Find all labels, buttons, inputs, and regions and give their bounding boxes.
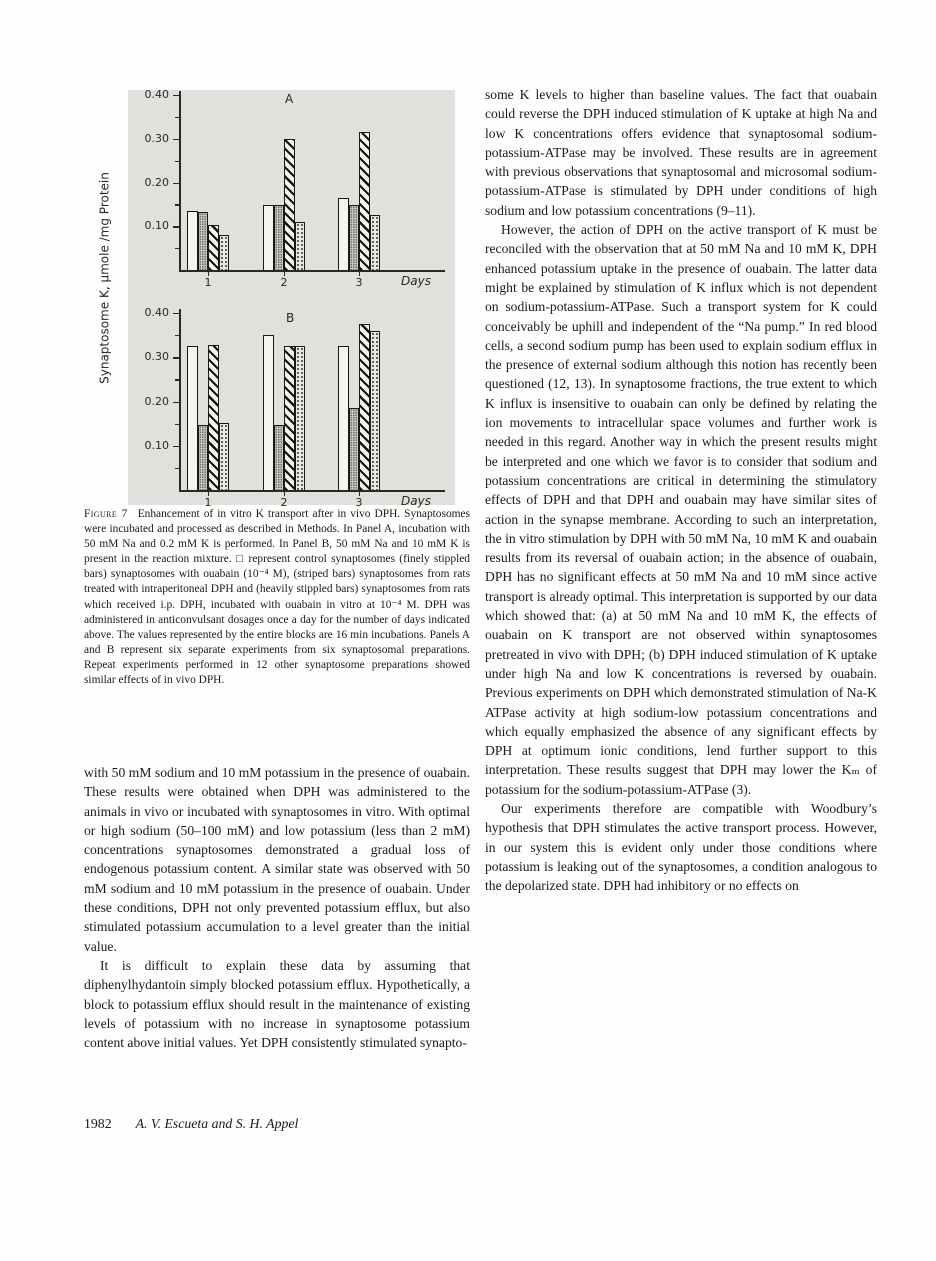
y-tick-label: 0.40 [144, 306, 169, 319]
page-footer [84, 1116, 298, 1132]
y-axis [179, 309, 181, 492]
y-major-tick [173, 402, 179, 403]
body-paragraph: However, the action of DPH on the active transport of K must be reconciled with the observation that at 50 mM Na and 10 mM K, DPH enhanced potassium uptake in the presence of ouabain. The latter data might be explained by stimulation of K influx which is not dependent on sodium-potassium-ATPase. Such a transport system for K could conceivably be uphill and independent of the “Na pump.” In red blood cells, a second sodium pump has been used to explain sodium efflux in the presence of external sodium although this notion has recently been questioned (12, 13). In synaptosome fractions, the true extent to which K influx is insensitive to ouabain can only be defined by relating the ion movements to intracellular space volumes and further work is needed in this regard. Another way in which the present results might be interpreted and one which we favor is to consider that sodium and potassium concentrations are critical in determining the stimulatory effects of DPH and that DPH and ouabain may have similar sites of action in the synapse membrane. According to such an interpretation, the in vitro stimulation by DPH with 50 mM Na, 10 mM K and ouabain results from its reversal of ouabain action; in the absence of ouabain, DPH has no significant effects at 50 mM Na and 10 mM since active transport is already optimal. This interpretation is supported by our data which showed that: (a) at 50 mM Na and 10 mM K, the effects of ouabain on K transport are not observed within synaptosomes pretreated in vivo with DPH; (b) DPH induced stimulation of K uptake under high Na and low K concentrations is reversed by ouabain. Previous experiments on DPH which demonstrated stimulation of Na-K ATPase activity at high sodium-low potassium concentrations and which equally emphasized the absence of any significant effects by DPH at optimum ionic conditions, lend further support to this interpretation. These results suggest that DPH may lower the Kₘ of potassium for the sodium-potassium-ATPase (3). [485, 222, 877, 797]
x-axis-title: Days [401, 494, 431, 508]
figure-7 [90, 88, 455, 509]
y-tick-label: 0.30 [144, 131, 169, 145]
y-tick-label: 0.10 [144, 219, 169, 233]
figure-caption-label: Figure 7 [84, 508, 128, 520]
bar-stripe-day1 [208, 345, 219, 490]
panel-letter: B [286, 311, 295, 325]
y-tick-label: 0.20 [144, 394, 169, 408]
bar-fine-stipple-day3 [349, 408, 360, 490]
x-tick-label: 3 [355, 496, 363, 509]
x-tick-label: 3 [355, 276, 363, 289]
body-paragraph: It is difficult to explain these data by assuming that diphenylhydantoin simply blocked potassium efflux. Hypothetically, a block to potassium efflux should result in the maintenance of existing levels of potassium with no increase in synaptosome potassium content above initial values. Yet DPH consistently stimulated synapto- [84, 957, 470, 1051]
y-minor-tick [175, 335, 179, 336]
x-tick-label: 1 [204, 496, 212, 509]
bar-stripe-day3 [359, 324, 370, 490]
figure-caption [84, 507, 470, 688]
y-minor-tick [175, 424, 179, 425]
panel-letter: A [285, 92, 294, 106]
x-tick-label: 1 [204, 276, 212, 289]
bar-fine-stipple-day1 [198, 425, 209, 490]
bar-open-day3 [338, 346, 349, 490]
bar-open-day1 [187, 346, 198, 490]
y-tick-label: 0.40 [144, 88, 169, 101]
body-paragraph: with 50 mM sodium and 10 mM potassium in the presence of ouabain. These results were obtained when DPH was administered to the animals in vivo or incubated with synaptosomes in vitro. With optimal or high sodium (50–100 mM) and low potassium (less than 2 mM) concentrations synaptosomes demonstrated a gradual loss of endogenous potassium content. A similar state was observed with 50 mM sodium and 10 mM potassium in the presence of ouabain. Under these conditions, DPH not only prevented potassium efflux, but also stimulated potassium accumulation to a level greater than the initial value. [84, 765, 470, 954]
x-tick-label: 2 [280, 496, 288, 509]
y-major-tick [173, 313, 179, 314]
bar-heavy-stipple-day1 [219, 423, 230, 490]
y-major-tick [173, 357, 179, 358]
y-axis-label: Synaptosome K, μmole /mg Protein [97, 172, 112, 384]
panel-b-chart [90, 88, 455, 509]
figure-caption-text: Enhancement of in vitro K transport after in vivo DPH. Synaptosomes were incubated and processed as described in Methods. In Panel A, incubation with 50 mM Na and 0.2 mM K is performed. In Panel B, 50 mM Na and 10 mM K is present in the reaction mixture. □ represent control synaptosomes (finely stippled bars) synaptosomes with ouabain (10⁻⁴ M), (striped bars) synaptosomes from rats treated with intraperitoneal DPH and (heavily stippled bars) synaptosomes from rats which received i.p. DPH, incubated with ouabain in vitro at 10⁻⁴ M. DPH was administered in anticonvulsant dosages once a day for the number of days indicated above. The values represented by the entire blocks are 16 min incubations. Panels A and B represent six separate experiments from six synaptosomal preparations. Repeat experiments performed in 12 other synaptosome preparations showed similar effects of in vivo DPH. [84, 508, 470, 687]
body-paragraph: Our experiments therefore are compatible with Woodbury’s hypothesis that DPH stimulates the active transport process. However, in our system this is evident only under those conditions where potassium is leaking out of the synaptosomes, a condition analogous to the depolarized state. DPH had inhibitory or no effects on [485, 800, 877, 894]
body-paragraph: some K levels to higher than baseline values. The fact that ouabain could reverse the DPH induced stimulation of K uptake at high Na and low K concentrations offers evidence that synaptosomal sodium-potassium-ATPase may be involved. These results are in agreement with previous observations that synaptosomal and microsomal sodium-potassium-ATPase is stimulated by DPH under conditions of high sodium and low potassium concentrations (9–11). [485, 87, 877, 218]
y-tick-label: 0.30 [144, 350, 169, 364]
left-text-column [84, 763, 470, 1052]
y-tick-label: 0.10 [144, 438, 169, 452]
y-minor-tick [175, 379, 179, 380]
bar-heavy-stipple-day3 [370, 331, 381, 490]
x-axis [179, 490, 445, 492]
x-axis-title: Days [401, 274, 431, 288]
x-tick-label: 2 [280, 276, 288, 289]
bar-fine-stipple-day2 [274, 425, 285, 490]
y-minor-tick [175, 468, 179, 469]
running-authors: A. V. Escueta and S. H. Appel [135, 1116, 299, 1131]
bar-open-day2 [263, 335, 274, 490]
y-major-tick [173, 446, 179, 447]
right-text-column [485, 85, 877, 895]
page-number: 1982 [84, 1116, 112, 1131]
y-tick-label: 0.20 [144, 175, 169, 189]
bar-stripe-day2 [284, 346, 295, 490]
bar-heavy-stipple-day2 [295, 346, 306, 490]
